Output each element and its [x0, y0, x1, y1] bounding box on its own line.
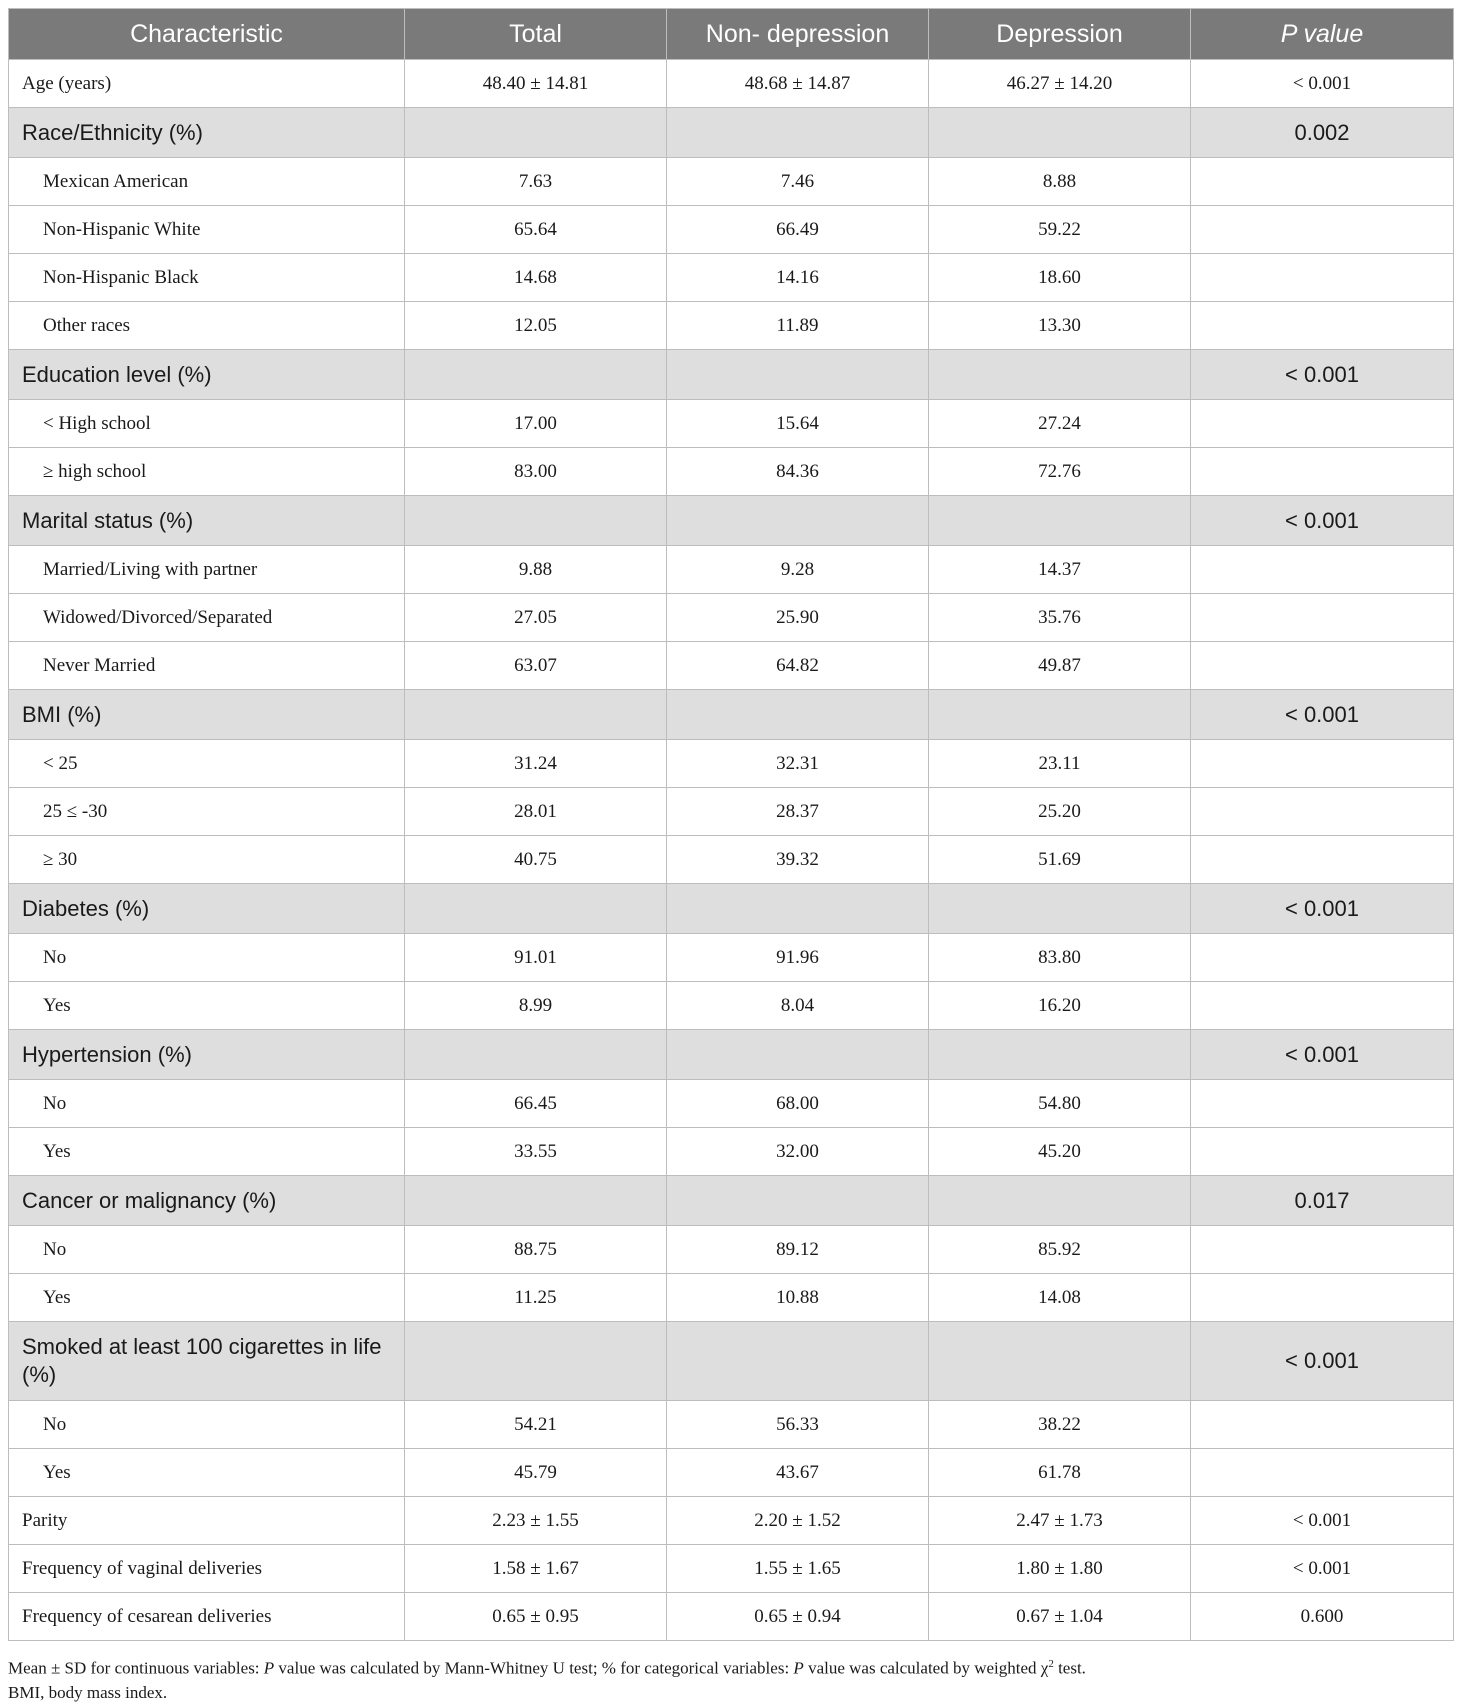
cell-p-value — [1191, 400, 1454, 448]
cell-depression: 14.08 — [929, 1274, 1191, 1322]
cell-depression: 8.88 — [929, 158, 1191, 206]
cell-depression — [929, 1030, 1191, 1080]
table-row — [9, 1401, 1454, 1449]
cell-total — [405, 884, 667, 934]
cell-non-depression: 15.64 — [667, 400, 929, 448]
cell-non-depression: 0.65 ± 0.94 — [667, 1593, 929, 1641]
cell-characteristic: Yes — [9, 1274, 405, 1322]
cell-characteristic: ≥ high school — [9, 448, 405, 496]
cell-non-depression — [667, 350, 929, 400]
cell-characteristic: Frequency of cesarean deliveries — [9, 1593, 405, 1641]
group-row — [9, 108, 1454, 158]
cell-characteristic: No — [9, 1080, 405, 1128]
group-row — [9, 1030, 1454, 1080]
cell-depression: 51.69 — [929, 836, 1191, 884]
table-row — [9, 934, 1454, 982]
footnote-superscript: 2 — [1048, 1658, 1054, 1670]
cell-depression — [929, 108, 1191, 158]
table-row — [9, 1226, 1454, 1274]
cell-non-depression: 39.32 — [667, 836, 929, 884]
cell-characteristic: 25 ≤ -30 — [9, 788, 405, 836]
cell-depression: 46.27 ± 14.20 — [929, 60, 1191, 108]
table-footnote — [8, 1652, 1453, 1705]
table-row — [9, 254, 1454, 302]
table-row — [9, 206, 1454, 254]
table-row — [9, 60, 1454, 108]
cell-non-depression: 10.88 — [667, 1274, 929, 1322]
table-row — [9, 1274, 1454, 1322]
cell-characteristic: Widowed/Divorced/Separated — [9, 594, 405, 642]
table-row — [9, 448, 1454, 496]
cell-characteristic: Non-Hispanic White — [9, 206, 405, 254]
cell-total: 1.58 ± 1.67 — [405, 1545, 667, 1593]
footnote-p-2: P — [793, 1658, 804, 1678]
cell-non-depression — [667, 108, 929, 158]
cell-non-depression: 1.55 ± 1.65 — [667, 1545, 929, 1593]
header-total: Total — [405, 9, 667, 60]
cell-characteristic: Yes — [9, 1449, 405, 1497]
cell-total: 66.45 — [405, 1080, 667, 1128]
cell-depression: 61.78 — [929, 1449, 1191, 1497]
cell-total: 8.99 — [405, 982, 667, 1030]
footnote-line-1 — [8, 1652, 1453, 1681]
cell-p-value — [1191, 302, 1454, 350]
cell-p-value: 0.002 — [1191, 108, 1454, 158]
table-row — [9, 642, 1454, 690]
cell-p-value: < 0.001 — [1191, 350, 1454, 400]
cell-p-value: < 0.001 — [1191, 496, 1454, 546]
cell-characteristic: Non-Hispanic Black — [9, 254, 405, 302]
cell-depression: 23.11 — [929, 740, 1191, 788]
header-row — [9, 9, 1454, 60]
table-row — [9, 158, 1454, 206]
cell-p-value: < 0.001 — [1191, 1497, 1454, 1545]
table-row — [9, 1545, 1454, 1593]
cell-total: 33.55 — [405, 1128, 667, 1176]
cell-depression: 13.30 — [929, 302, 1191, 350]
footnote-p-1: P — [263, 1658, 275, 1678]
cell-non-depression: 89.12 — [667, 1226, 929, 1274]
cell-non-depression: 84.36 — [667, 448, 929, 496]
cell-non-depression — [667, 884, 929, 934]
cell-characteristic: Smoked at least 100 cigarettes in life (%) — [9, 1322, 405, 1401]
cell-non-depression — [667, 1176, 929, 1226]
cell-depression: 49.87 — [929, 642, 1191, 690]
header-p-value-label: P value — [1280, 19, 1364, 48]
cell-non-depression — [667, 690, 929, 740]
cell-p-value — [1191, 1128, 1454, 1176]
table-row — [9, 400, 1454, 448]
cell-depression — [929, 496, 1191, 546]
cell-total: 0.65 ± 0.95 — [405, 1593, 667, 1641]
cell-non-depression: 32.00 — [667, 1128, 929, 1176]
cell-p-value — [1191, 740, 1454, 788]
cell-total: 88.75 — [405, 1226, 667, 1274]
cell-characteristic: Frequency of vaginal deliveries — [9, 1545, 405, 1593]
group-row — [9, 350, 1454, 400]
cell-non-depression: 68.00 — [667, 1080, 929, 1128]
table-row — [9, 594, 1454, 642]
cell-characteristic: ≥ 30 — [9, 836, 405, 884]
cell-p-value — [1191, 934, 1454, 982]
header-p-value — [1191, 9, 1454, 60]
cell-depression: 54.80 — [929, 1080, 1191, 1128]
table-row — [9, 546, 1454, 594]
group-row — [9, 1322, 1454, 1401]
cell-p-value — [1191, 448, 1454, 496]
cell-characteristic: Marital status (%) — [9, 496, 405, 546]
group-row — [9, 690, 1454, 740]
cell-depression — [929, 884, 1191, 934]
cell-non-depression: 9.28 — [667, 546, 929, 594]
cell-characteristic: Parity — [9, 1497, 405, 1545]
cell-depression: 83.80 — [929, 934, 1191, 982]
cell-p-value — [1191, 158, 1454, 206]
cell-total — [405, 1322, 667, 1401]
cell-non-depression: 64.82 — [667, 642, 929, 690]
cell-non-depression: 25.90 — [667, 594, 929, 642]
cell-p-value: 0.017 — [1191, 1176, 1454, 1226]
cell-total: 9.88 — [405, 546, 667, 594]
cell-total — [405, 496, 667, 546]
cell-depression — [929, 1322, 1191, 1401]
cell-characteristic: < 25 — [9, 740, 405, 788]
cell-non-depression: 11.89 — [667, 302, 929, 350]
cell-total — [405, 350, 667, 400]
cell-depression: 25.20 — [929, 788, 1191, 836]
table-row — [9, 836, 1454, 884]
cell-total — [405, 690, 667, 740]
cell-total: 28.01 — [405, 788, 667, 836]
cell-depression: 14.37 — [929, 546, 1191, 594]
cell-total: 11.25 — [405, 1274, 667, 1322]
cell-characteristic: BMI (%) — [9, 690, 405, 740]
cell-p-value — [1191, 836, 1454, 884]
header-characteristic: Characteristic — [9, 9, 405, 60]
cell-p-value — [1191, 642, 1454, 690]
cell-non-depression — [667, 496, 929, 546]
cell-p-value — [1191, 594, 1454, 642]
cell-total: 54.21 — [405, 1401, 667, 1449]
cell-p-value — [1191, 982, 1454, 1030]
cell-depression: 18.60 — [929, 254, 1191, 302]
cell-characteristic: No — [9, 1401, 405, 1449]
cell-depression: 16.20 — [929, 982, 1191, 1030]
cell-non-depression: 8.04 — [667, 982, 929, 1030]
cell-total — [405, 108, 667, 158]
cell-non-depression: 48.68 ± 14.87 — [667, 60, 929, 108]
cell-characteristic: Married/Living with partner — [9, 546, 405, 594]
cell-depression — [929, 690, 1191, 740]
cell-non-depression: 91.96 — [667, 934, 929, 982]
table-row — [9, 982, 1454, 1030]
cell-total: 14.68 — [405, 254, 667, 302]
table-row — [9, 740, 1454, 788]
cell-p-value — [1191, 1080, 1454, 1128]
cell-characteristic: Education level (%) — [9, 350, 405, 400]
table-row — [9, 1593, 1454, 1641]
cell-depression: 45.20 — [929, 1128, 1191, 1176]
cell-total: 7.63 — [405, 158, 667, 206]
cell-total: 91.01 — [405, 934, 667, 982]
cell-p-value — [1191, 1226, 1454, 1274]
cell-p-value: < 0.001 — [1191, 1545, 1454, 1593]
cell-non-depression: 14.16 — [667, 254, 929, 302]
cell-characteristic: Cancer or malignancy (%) — [9, 1176, 405, 1226]
cell-total: 31.24 — [405, 740, 667, 788]
cell-characteristic: Yes — [9, 982, 405, 1030]
cell-total — [405, 1176, 667, 1226]
group-row — [9, 496, 1454, 546]
table-row — [9, 1449, 1454, 1497]
cell-total: 12.05 — [405, 302, 667, 350]
cell-depression: 1.80 ± 1.80 — [929, 1545, 1191, 1593]
cell-characteristic: No — [9, 934, 405, 982]
cell-p-value — [1191, 254, 1454, 302]
footnote-text-3: value was calculated by weighted χ — [803, 1658, 1049, 1678]
cell-total: 63.07 — [405, 642, 667, 690]
cell-p-value — [1191, 788, 1454, 836]
cell-total — [405, 1030, 667, 1080]
footnote-line-2: BMI, body mass index. — [8, 1682, 168, 1702]
table-row — [9, 788, 1454, 836]
cell-depression: 85.92 — [929, 1226, 1191, 1274]
cell-depression: 27.24 — [929, 400, 1191, 448]
cell-characteristic: Race/Ethnicity (%) — [9, 108, 405, 158]
footnote-text-4: test. — [1053, 1658, 1086, 1678]
cell-total: 83.00 — [405, 448, 667, 496]
cell-non-depression: 28.37 — [667, 788, 929, 836]
cell-characteristic: Never Married — [9, 642, 405, 690]
cell-p-value: < 0.001 — [1191, 1322, 1454, 1401]
cell-p-value: 0.600 — [1191, 1593, 1454, 1641]
cell-characteristic: Other races — [9, 302, 405, 350]
header-depression: Depression — [929, 9, 1191, 60]
cell-characteristic: Yes — [9, 1128, 405, 1176]
cell-characteristic: Age (years) — [9, 60, 405, 108]
cell-non-depression: 66.49 — [667, 206, 929, 254]
table-row — [9, 1497, 1454, 1545]
characteristics-table — [8, 8, 1454, 1641]
footnote-text-1: Mean ± SD for continuous variables: — [8, 1658, 264, 1678]
cell-total: 40.75 — [405, 836, 667, 884]
cell-depression: 59.22 — [929, 206, 1191, 254]
cell-characteristic: Mexican American — [9, 158, 405, 206]
cell-p-value: < 0.001 — [1191, 60, 1454, 108]
cell-characteristic: No — [9, 1226, 405, 1274]
cell-depression: 2.47 ± 1.73 — [929, 1497, 1191, 1545]
cell-p-value — [1191, 1449, 1454, 1497]
cell-non-depression — [667, 1030, 929, 1080]
cell-non-depression: 56.33 — [667, 1401, 929, 1449]
table-row — [9, 302, 1454, 350]
cell-non-depression: 43.67 — [667, 1449, 929, 1497]
cell-p-value — [1191, 206, 1454, 254]
cell-depression: 38.22 — [929, 1401, 1191, 1449]
cell-characteristic: Hypertension (%) — [9, 1030, 405, 1080]
cell-non-depression — [667, 1322, 929, 1401]
cell-non-depression: 7.46 — [667, 158, 929, 206]
cell-total: 45.79 — [405, 1449, 667, 1497]
header-non-depression: Non- depression — [667, 9, 929, 60]
cell-p-value — [1191, 546, 1454, 594]
footnote-text-2: value was calculated by Mann-Whitney U test; % for categorical variables: — [274, 1658, 794, 1678]
cell-characteristic: < High school — [9, 400, 405, 448]
cell-total: 2.23 ± 1.55 — [405, 1497, 667, 1545]
cell-non-depression: 2.20 ± 1.52 — [667, 1497, 929, 1545]
cell-total: 65.64 — [405, 206, 667, 254]
cell-depression: 35.76 — [929, 594, 1191, 642]
cell-p-value — [1191, 1274, 1454, 1322]
cell-total: 27.05 — [405, 594, 667, 642]
cell-characteristic: Diabetes (%) — [9, 884, 405, 934]
cell-total: 17.00 — [405, 400, 667, 448]
cell-p-value — [1191, 1401, 1454, 1449]
cell-p-value: < 0.001 — [1191, 884, 1454, 934]
table-row — [9, 1128, 1454, 1176]
cell-p-value: < 0.001 — [1191, 1030, 1454, 1080]
group-row — [9, 1176, 1454, 1226]
cell-depression — [929, 1176, 1191, 1226]
cell-p-value: < 0.001 — [1191, 690, 1454, 740]
table-body — [9, 60, 1454, 1641]
table-row — [9, 1080, 1454, 1128]
group-row — [9, 884, 1454, 934]
cell-depression: 0.67 ± 1.04 — [929, 1593, 1191, 1641]
cell-non-depression: 32.31 — [667, 740, 929, 788]
cell-total: 48.40 ± 14.81 — [405, 60, 667, 108]
cell-depression: 72.76 — [929, 448, 1191, 496]
table-container — [8, 8, 1453, 1641]
cell-depression — [929, 350, 1191, 400]
